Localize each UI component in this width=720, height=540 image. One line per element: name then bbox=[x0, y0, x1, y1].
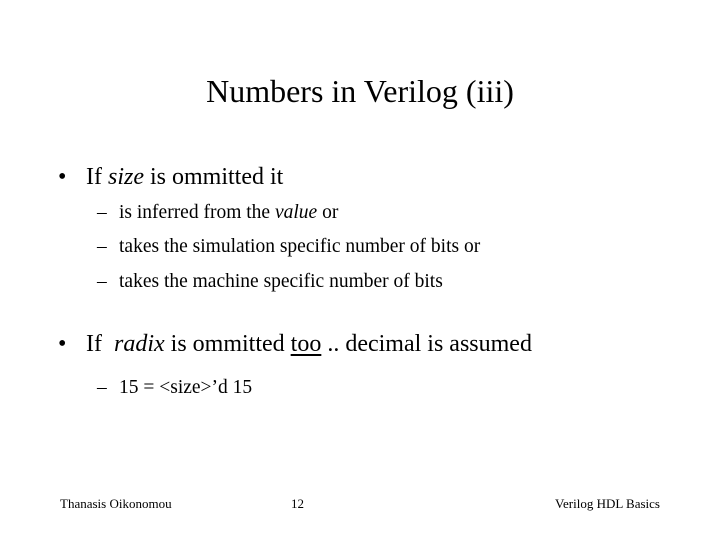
dash-marker: – bbox=[97, 271, 107, 292]
bullet-text-em: size bbox=[107, 164, 144, 190]
footer-course: Verilog HDL Basics bbox=[555, 496, 660, 511]
bullet-text-pre: If bbox=[86, 164, 108, 190]
bullet-text-em: radix bbox=[113, 331, 165, 357]
sub-item-inferred bbox=[97, 202, 338, 224]
bullet-text-post: .. decimal is assumed bbox=[321, 331, 532, 357]
sub-item-simulation bbox=[97, 236, 480, 258]
dash-marker: – bbox=[97, 377, 107, 398]
sub-item-text-pre: is inferred from the bbox=[119, 202, 275, 223]
sub-item-text: 15 = <size>’d 15 bbox=[119, 377, 253, 398]
sub-item-example bbox=[97, 377, 252, 399]
sub-item-text-post: or bbox=[317, 202, 339, 223]
sub-item-machine bbox=[97, 271, 443, 293]
dash-marker: – bbox=[97, 236, 107, 257]
bullet-text-mid: is ommitted bbox=[164, 331, 291, 357]
bullet-text-pre: If bbox=[86, 331, 114, 357]
bullet-marker: • bbox=[58, 331, 67, 357]
bullet-size-omitted bbox=[58, 164, 283, 191]
sub-item-text: takes the simulation specific number of bits or bbox=[119, 236, 481, 257]
bullet-marker: • bbox=[58, 164, 67, 190]
dash-marker: – bbox=[97, 202, 107, 223]
slide-title: Numbers in Verilog (iii) bbox=[206, 73, 514, 109]
bullet-radix-omitted bbox=[58, 331, 532, 358]
footer-page-number: 12 bbox=[291, 496, 304, 511]
sub-item-text-em: value bbox=[274, 202, 318, 223]
bullet-text-underlined: too bbox=[290, 331, 322, 357]
bullet-text-post: is ommitted it bbox=[143, 164, 284, 190]
sub-item-text: takes the machine specific number of bits bbox=[119, 271, 443, 292]
footer-author: Thanasis Oikonomou bbox=[60, 496, 172, 511]
